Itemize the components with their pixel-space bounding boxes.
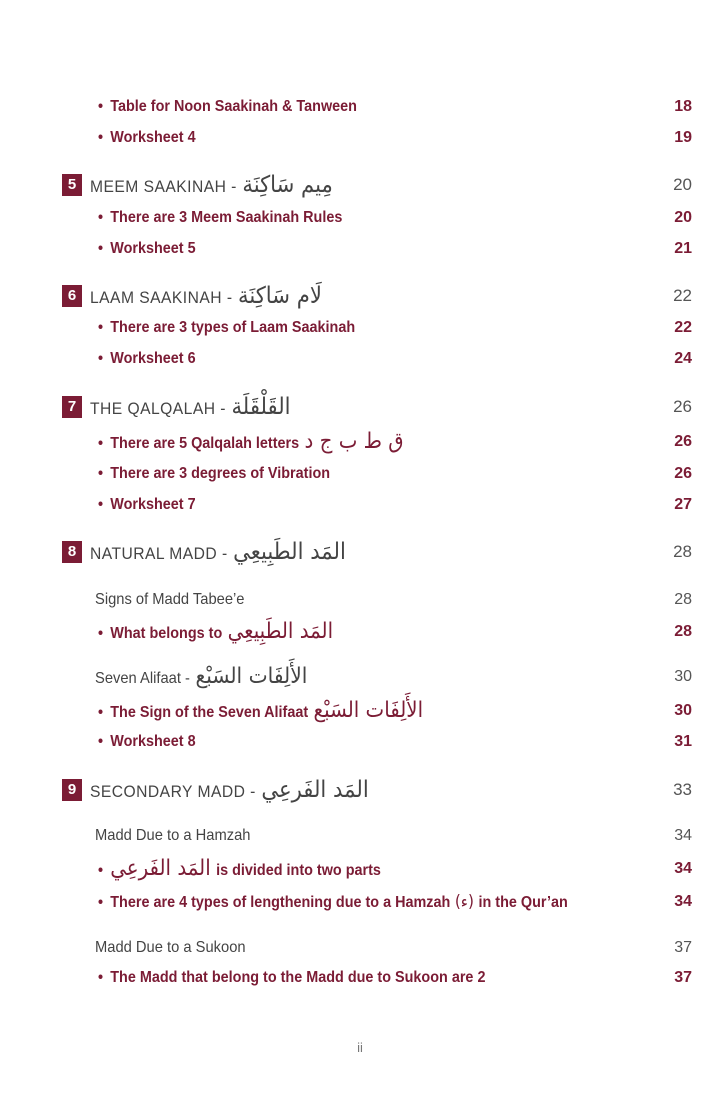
toc-entry-bullet[interactable] [0, 854, 720, 884]
page-number: 26 [673, 397, 692, 416]
toc-entry-bullet[interactable] [0, 427, 720, 457]
bullet-dot: • [98, 350, 104, 367]
bullet-dot: • [98, 862, 104, 879]
toc-subsection[interactable] [0, 585, 720, 615]
toc-entry-bullet[interactable] [0, 123, 720, 153]
hamzah-symbol: (ء) [454, 892, 474, 912]
toc-entry-bullet[interactable] [0, 617, 720, 647]
chapter-number-badge: 5 [62, 174, 82, 196]
toc-entry-bullet[interactable] [0, 234, 720, 264]
chapter-title: THE QALQALAH - [90, 399, 226, 418]
page-number: 33 [673, 780, 692, 799]
bullet-dot: • [98, 435, 104, 452]
toc-subsection[interactable] [0, 662, 720, 692]
bullet-dot: • [98, 240, 104, 257]
chapter-title-arabic: المَد الطَبِيعِي [233, 539, 346, 565]
page-number: 26 [674, 465, 692, 482]
toc-chapter-7[interactable] [0, 392, 720, 422]
page-number: 20 [673, 175, 692, 194]
entry-text: There are 3 degrees of Vibration [110, 465, 331, 482]
entry-text: There are 3 types of Laam Saakinah [110, 319, 356, 336]
entry-text-arabic: المَد الفَرعِي [110, 856, 211, 881]
page-number: 19 [674, 129, 692, 146]
entry-text: There are 5 Qalqalah letters [110, 435, 300, 452]
chapter-title-arabic: المَد الفَرعِي [261, 777, 369, 803]
subsection-title-arabic: الأَلِفَات السَبْع [195, 664, 308, 689]
toc-entry-bullet[interactable] [0, 696, 720, 726]
chapter-title-arabic: مِيم سَاكِنَة [242, 172, 333, 198]
page-number: 34 [674, 860, 692, 877]
page-number: 27 [674, 496, 692, 513]
page-number: 22 [674, 319, 692, 336]
entry-text: Worksheet 6 [110, 350, 196, 367]
page-number: 34 [674, 827, 692, 844]
toc-chapter-8[interactable] [0, 537, 720, 567]
subsection-title: Madd Due to a Sukoon [95, 939, 246, 956]
toc-subsection[interactable] [0, 933, 720, 963]
chapter-number-badge: 9 [62, 779, 82, 801]
page-number: 30 [674, 702, 692, 719]
page-number: 28 [674, 591, 692, 608]
page-number: 31 [674, 733, 692, 750]
bullet-dot: • [98, 465, 104, 482]
subsection-title: Seven Alifaat - [95, 670, 190, 687]
toc-chapter-9[interactable] [0, 775, 720, 805]
entry-text: Worksheet 4 [110, 129, 196, 146]
bullet-dot: • [98, 98, 104, 115]
chapter-title: LAAM SAAKINAH - [90, 288, 233, 307]
page-number: 22 [673, 286, 692, 305]
entry-text: Table for Noon Saakinah & Tanween [110, 98, 357, 115]
chapter-title: SECONDARY MADD - [90, 782, 256, 801]
entry-text-continued: in the Qur’an [478, 894, 568, 911]
bullet-dot: • [98, 129, 104, 146]
bullet-dot: • [98, 733, 104, 750]
bullet-dot: • [98, 625, 104, 642]
toc-chapter-5[interactable] [0, 170, 720, 200]
entry-text: Worksheet 5 [110, 240, 196, 257]
entry-text: The Madd that belong to the Madd due to Sukoon are 2 [110, 969, 486, 986]
entry-text-arabic: المَد الطَبِيعِي [227, 619, 334, 644]
page-number: 28 [674, 623, 692, 640]
bullet-dot: • [98, 319, 104, 336]
bullet-dot: • [98, 969, 104, 986]
page-number: 21 [674, 240, 692, 257]
toc-chapter-6[interactable] [0, 281, 720, 311]
entry-text: There are 3 Meem Saakinah Rules [110, 209, 343, 226]
qalqalah-letters-arabic: ق ط ب ج د [304, 429, 404, 454]
entry-text: What belongs to [110, 625, 223, 642]
page-number: 28 [673, 542, 692, 561]
page-number: 18 [674, 98, 692, 115]
page-number: 26 [674, 433, 692, 450]
entry-text: Worksheet 8 [110, 733, 196, 750]
page-number: 20 [674, 209, 692, 226]
subsection-title: Madd Due to a Hamzah [95, 827, 251, 844]
bullet-dot: • [98, 894, 104, 911]
entry-text-arabic: الأَلِفَات السَبْع [313, 698, 424, 723]
page-number: 37 [674, 969, 692, 986]
chapter-title-arabic: لَام سَاكِنَة [238, 283, 322, 309]
page-number: 24 [674, 350, 692, 367]
toc-entry-bullet[interactable] [0, 459, 720, 489]
entry-text: There are 4 types of lengthening due to a Hamzah [110, 894, 451, 911]
page-number: 30 [674, 668, 692, 685]
toc-entry-bullet[interactable] [0, 344, 720, 374]
bullet-dot: • [98, 209, 104, 226]
toc-entry-bullet[interactable] [0, 92, 720, 122]
toc-entry-bullet[interactable] [0, 963, 720, 993]
toc-entry-bullet[interactable] [0, 313, 720, 343]
chapter-title: NATURAL MADD - [90, 544, 228, 563]
chapter-number-badge: 7 [62, 396, 82, 418]
chapter-title-arabic: القَلْقَلَة [231, 394, 291, 420]
bullet-dot: • [98, 496, 104, 513]
toc-entry-bullet[interactable] [0, 887, 720, 917]
entry-text: Worksheet 7 [110, 496, 196, 513]
chapter-number-badge: 6 [62, 285, 82, 307]
page-footer-number: ii [357, 1040, 363, 1055]
toc-entry-bullet[interactable] [0, 203, 720, 233]
bullet-dot: • [98, 704, 104, 721]
page-number: 37 [674, 939, 692, 956]
toc-entry-bullet[interactable] [0, 490, 720, 520]
entry-text: The Sign of the Seven Alifaat [110, 704, 309, 721]
entry-text: is divided into two parts [216, 862, 381, 879]
chapter-title: MEEM SAAKINAH - [90, 177, 237, 196]
chapter-number-badge: 8 [62, 541, 82, 563]
subsection-title: Signs of Madd Tabee’e [95, 591, 245, 608]
toc-entry-bullet[interactable] [0, 727, 720, 757]
page-number: 34 [674, 893, 692, 910]
toc-subsection[interactable] [0, 821, 720, 851]
